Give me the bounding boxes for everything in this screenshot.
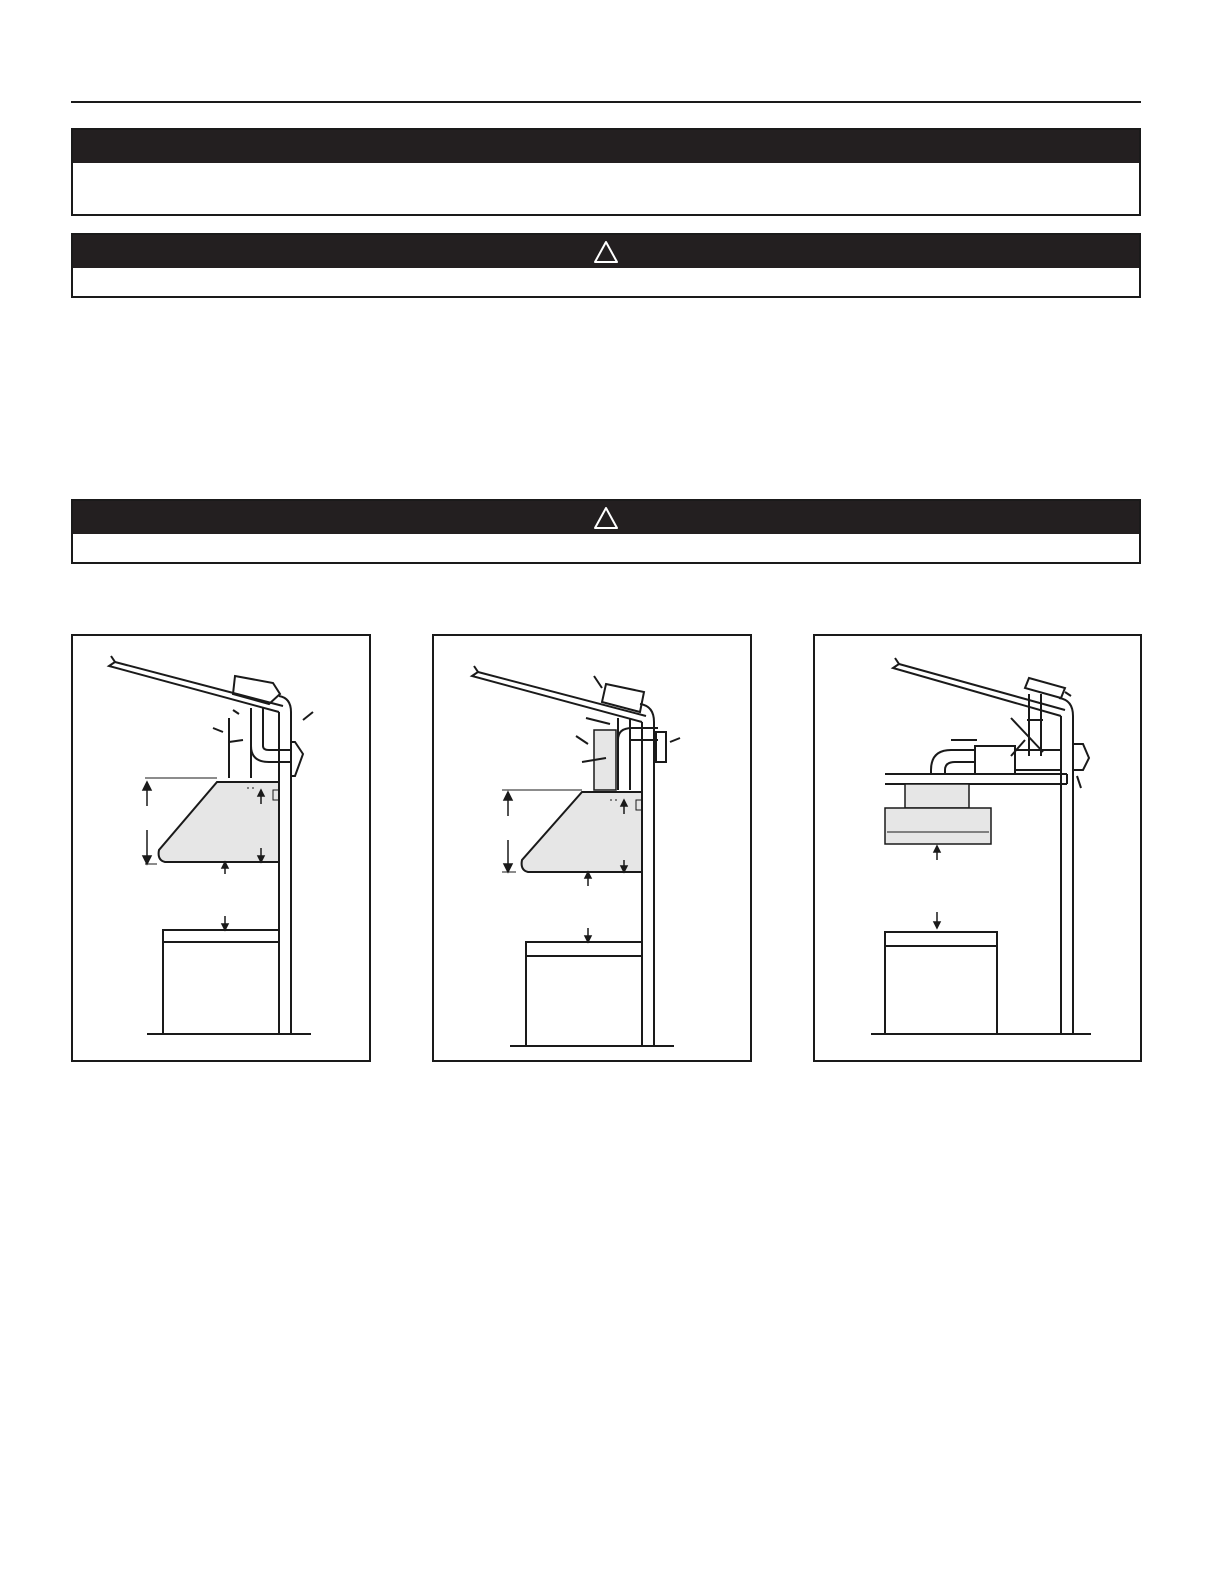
figure-1-drawing: [73, 636, 369, 1060]
caution-heading-bar-1: [73, 235, 1139, 268]
figure-2-drawing: [434, 636, 750, 1060]
wall: [279, 712, 291, 1034]
header-rule: [71, 101, 1141, 103]
roof-cap: [602, 684, 644, 712]
notice-heading-bar: [73, 130, 1139, 163]
wall-mount-hood-roof-cap-diagram: [71, 634, 371, 1062]
wall-cap: [1073, 744, 1089, 770]
notice-body: [73, 163, 1139, 218]
horizontal-duct: [975, 746, 1015, 774]
wall: [642, 722, 654, 1046]
figure-3-drawing: [815, 636, 1140, 1060]
wall-mount-hood-wall-cap-diagram: [432, 634, 752, 1062]
caution-box-1: [71, 233, 1141, 298]
warning-triangle-icon: [593, 506, 619, 530]
warning-triangle-icon: [593, 240, 619, 264]
ceiling-cabinet: [885, 774, 1067, 784]
duct: [251, 708, 263, 746]
cabinet: [163, 930, 279, 1034]
caution-box-2: [71, 499, 1141, 564]
hood-base: [905, 784, 969, 808]
cabinet: [526, 942, 642, 1046]
hood-body: [885, 808, 991, 844]
roof-cap: [1025, 678, 1065, 698]
caution-body-2: [73, 534, 1139, 566]
caution-body-1: [73, 268, 1139, 300]
under-cabinet-hood-duct-diagram: [813, 634, 1142, 1062]
roof-cap: [233, 676, 280, 704]
wall: [1061, 716, 1073, 1034]
wall-cap: [656, 732, 666, 762]
notice-box: [71, 128, 1141, 216]
wall-cap: [291, 742, 303, 776]
roof: [472, 666, 642, 722]
cabinet: [885, 932, 997, 1034]
roof: [109, 656, 279, 712]
roof: [893, 658, 1061, 716]
caution-heading-bar-2: [73, 501, 1139, 534]
